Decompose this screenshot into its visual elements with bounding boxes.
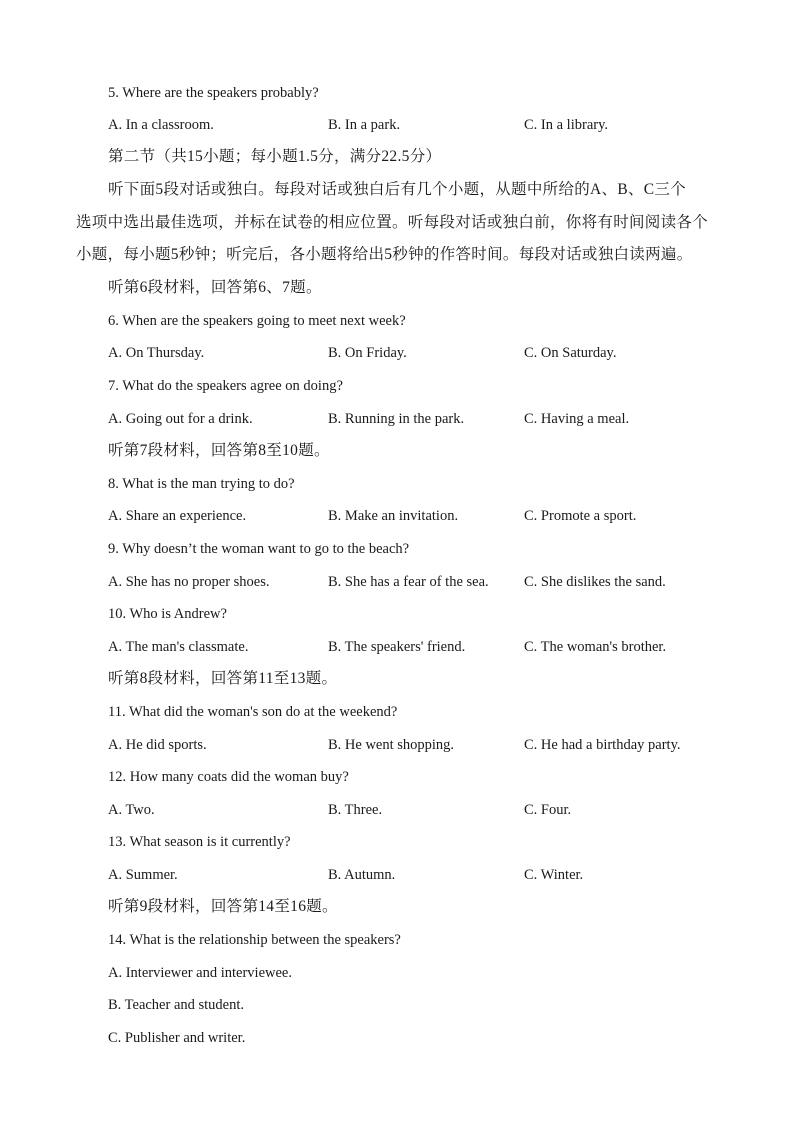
question-8-stem: 8. What is the man trying to do? — [108, 476, 295, 492]
question-11-option-a: A. He did sports. — [108, 737, 207, 753]
question-9-option-a: A. She has no proper shoes. — [108, 574, 270, 590]
question-9-stem: 9. Why doesn’t the woman want to go to the beach? — [108, 541, 410, 557]
question-12-stem: 12. How many coats did the woman buy? — [108, 769, 349, 785]
question-5-stem: 5. Where are the speakers probably? — [108, 85, 319, 101]
question-6-option-c: C. On Saturday. — [524, 345, 617, 361]
question-11-stem: 11. What did the woman's son do at the weekend? — [108, 704, 398, 720]
question-14-option-b: B. Teacher and student. — [108, 997, 245, 1013]
question-8-option-b: B. Make an invitation. — [328, 508, 459, 524]
question-7-option-a: A. Going out for a drink. — [108, 411, 253, 427]
question-12-option-b: B. Three. — [328, 802, 383, 818]
question-8-option-a: A. Share an experience. — [108, 508, 247, 524]
question-13-option-c: C. Winter. — [524, 867, 584, 883]
question-12-option-c: C. Four. — [524, 802, 572, 818]
material-6-heading: 听第6段材料，回答第6、7题。 — [108, 279, 322, 296]
question-13-stem: 13. What season is it currently? — [108, 834, 291, 850]
question-13-option-a: A. Summer. — [108, 867, 178, 883]
question-7-option-b: B. Running in the park. — [328, 411, 465, 427]
material-9-heading: 听第9段材料，回答第14至16题。 — [108, 898, 338, 915]
instruction-line-3: 小题，每小题5秒钟；听完后，各小题将给出5秒钟的作答时间。每段对话或独白读两遍。 — [76, 246, 693, 263]
question-10-stem: 10. Who is Andrew? — [108, 606, 227, 622]
question-5-option-c: C. In a library. — [524, 117, 609, 133]
instruction-line-1: 听下面5段对话或独白。每段对话或独白后有几个小题，从题中所给的A、B、C三个 — [108, 181, 687, 198]
question-9-option-b: B. She has a fear of the sea. — [328, 574, 489, 590]
question-13-option-b: B. Autumn. — [328, 867, 396, 883]
instruction-line-2: 选项中选出最佳选项，并标在试卷的相应位置。听每段对话或独白前，你将有时间阅读各个 — [76, 214, 709, 231]
question-10-option-a: A. The man's classmate. — [108, 639, 249, 655]
question-7-stem: 7. What do the speakers agree on doing? — [108, 378, 343, 394]
question-14-stem: 14. What is the relationship between the speakers? — [108, 932, 401, 948]
question-6-stem: 6. When are the speakers going to meet next week? — [108, 313, 406, 329]
question-8-option-c: C. Promote a sport. — [524, 508, 637, 524]
question-11-option-b: B. He went shopping. — [328, 737, 455, 753]
material-7-heading: 听第7段材料，回答第8至10题。 — [108, 442, 330, 459]
material-8-heading: 听第8段材料，回答第11至13题。 — [108, 670, 338, 687]
question-5-option-a: A. In a classroom. — [108, 117, 214, 133]
question-12-option-a: A. Two. — [108, 802, 155, 818]
question-6-option-b: B. On Friday. — [328, 345, 407, 361]
question-14-option-a: A. Interviewer and interviewee. — [108, 965, 292, 981]
question-11-option-c: C. He had a birthday party. — [524, 737, 681, 753]
question-6-option-a: A. On Thursday. — [108, 345, 205, 361]
question-9-option-c: C. She dislikes the sand. — [524, 574, 666, 590]
question-10-option-b: B. The speakers' friend. — [328, 639, 466, 655]
question-7-option-c: C. Having a meal. — [524, 411, 630, 427]
section-heading: 第二节（共15小题；每小题1.5分，满分22.5分） — [108, 148, 442, 165]
question-10-option-c: C. The woman's brother. — [524, 639, 667, 655]
question-5-option-b: B. In a park. — [328, 117, 401, 133]
question-14-option-c: C. Publisher and writer. — [108, 1030, 246, 1046]
